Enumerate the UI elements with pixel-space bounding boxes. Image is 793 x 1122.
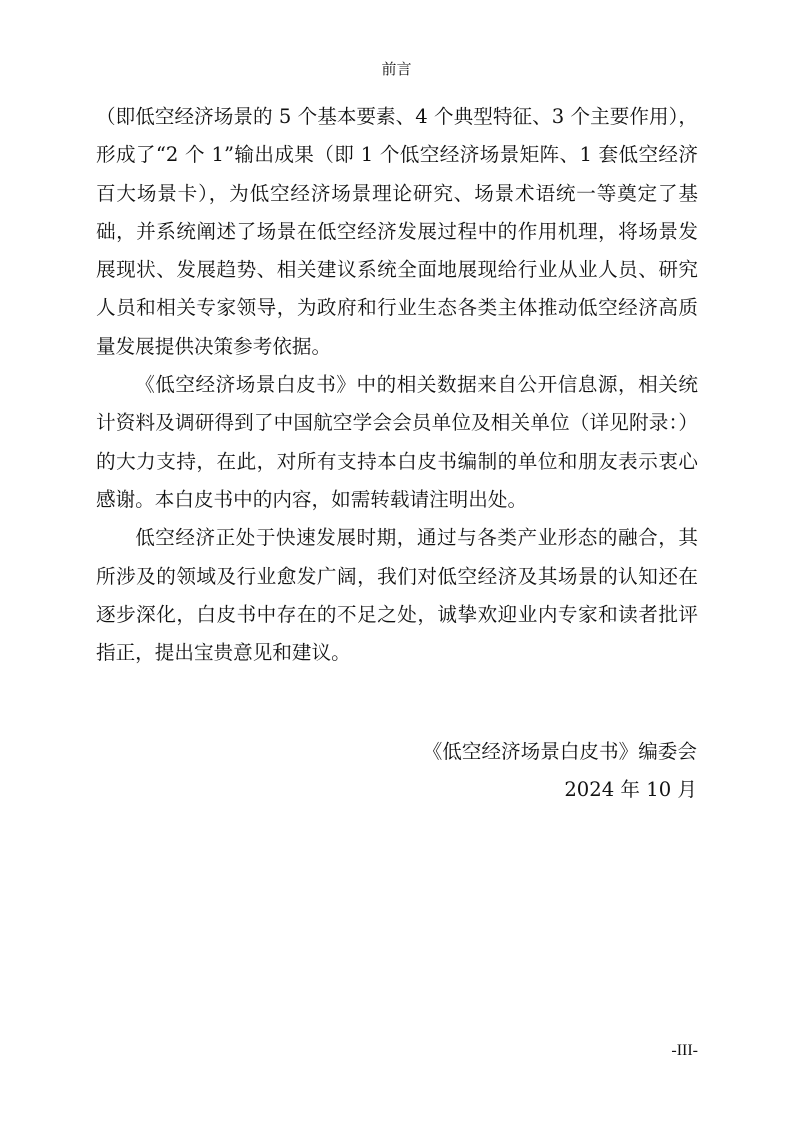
body-text [96, 98, 698, 672]
paragraph-data-sources: 《低空经济场景白皮书》中的相关数据来自公开信息源，相关统计资料及调研得到了中国航空学会会员单位及相关单位（详见附录：）的大力支持，在此，对所有支持本白皮书编制的单位和朋友表示衷心感谢。本白皮书中的内容，如需转载请注明出处。 [96, 373, 698, 511]
signature-date: 2024 年 10 月 [564, 778, 697, 802]
signature-block [423, 733, 697, 810]
paragraph-continued: （即低空经济场景的 5 个基本要素、4 个典型特征、3 个主要作用），形成了“2 个 1”输出成果（即 1 个低空经济场景矩阵、1 套低空经济百大场景卡），为低空经济场景理论研究、场景术语统一等奠定了基础，并系统阐述了场景在低空经济发展过程中的作用机理，将场景发展现状、发展趋势、相关建议系统全面地展现给行业从业人员、研究人员和相关专家领导，为政府和行业生态各类主体推动低空经济高质量发展提供决策参考依据。 [96, 105, 698, 358]
page-number: -III- [671, 1042, 698, 1059]
signature-committee: 《低空经济场景白皮书》编委会 [422, 740, 697, 763]
page-header-title: 前言 [381, 60, 412, 78]
paragraph-feedback: 低空经济正处于快速发展时期，通过与各类产业形态的融合，其所涉及的领域及行业愈发广阔，我们对低空经济及其场景的认知还在逐步深化，白皮书中存在的不足之处，诚挚欢迎业内专家和读者批评指正，提出宝贵意见和建议。 [96, 526, 698, 665]
